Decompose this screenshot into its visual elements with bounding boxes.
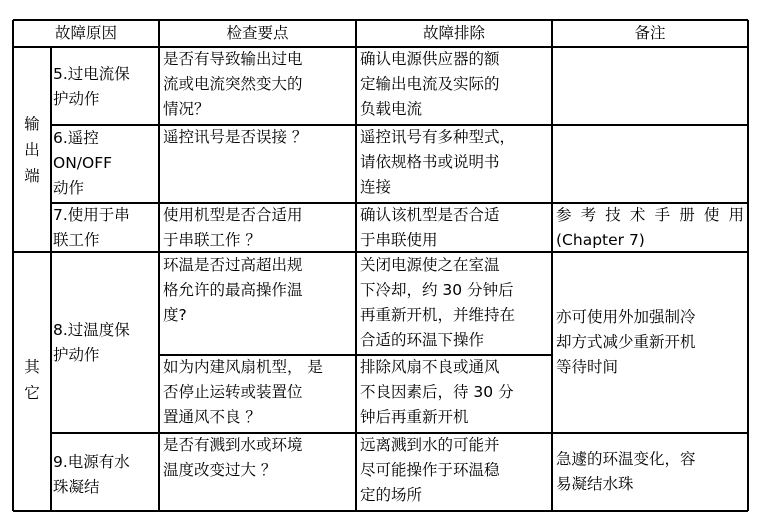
note-condensation: 急遽的环温变化，容 易凝结水珠 [556,450,696,493]
cause-remote-onoff: 6.遥控 ON/OFF 动作 [53,129,113,197]
check-ambient-temperature: 环温是否过高超出规 格允许的最高操作温 度? [163,256,303,324]
cause-condensation: 9.电源有水 珠凝结 [53,453,130,496]
header-troubleshooting: 故障排除 [422,24,485,42]
fix-ambient-temperature: 关闭电源使之在室温 下冷却，约 30 分钟后 再重新开机，并维持在 合适的环温下操作 [360,256,516,349]
check-series-operation: 使用机型是否合适用 于串联工作 ？ [163,206,303,249]
check-overcurrent: 是否有导致输出过电 流或电流突然变大的 情况？ [163,50,303,118]
fix-series-operation: 确认该机型是否合适 于串联使用 [360,206,500,249]
fix-overcurrent: 确认电源供应器的额 定输出电流及实际的 负载电流 [360,50,500,118]
cause-series-operation: 7.使用于串 联工作 [53,206,130,249]
note-series-operation-line1: 参考技术手册使用 [556,206,744,224]
fix-fan: 排除风扇不良或通风 不良因素后，待 30 分 钟后再重新开机 [360,358,514,426]
fix-condensation: 远离溅到水的可能并 尽可能操作于环温稳 定的场所 [360,436,500,504]
note-overtemperature: 亦可使用外加强制冷 却方式减少重新开机 等待时间 [556,308,696,376]
check-fan: 如为内建风扇机型， 是 否停止运转或装置位 置通风不良 ？ [163,358,323,426]
cause-overcurrent: 5.过电流保 护动作 [53,65,130,108]
header-fault-cause: 故障原因 [54,24,117,42]
note-series-operation-line2: (Chapter 7) [556,231,645,249]
group-label-other: 其 它 [24,358,40,402]
group-label-output: 输 出 端 [24,115,40,185]
header-check-points: 检查要点 [226,24,289,42]
header-remarks: 备注 [634,24,666,42]
fix-remote-onoff: 遥控讯号有多种型式， 请依规格书或说明书 连接 [360,128,516,196]
check-remote-onoff: 遥控讯号是否误接 ？ [163,128,308,146]
cause-overtemperature: 8.过温度保 护动作 [53,321,130,364]
check-condensation: 是否有溅到水或环境 温度改变过大 ？ [163,436,303,479]
